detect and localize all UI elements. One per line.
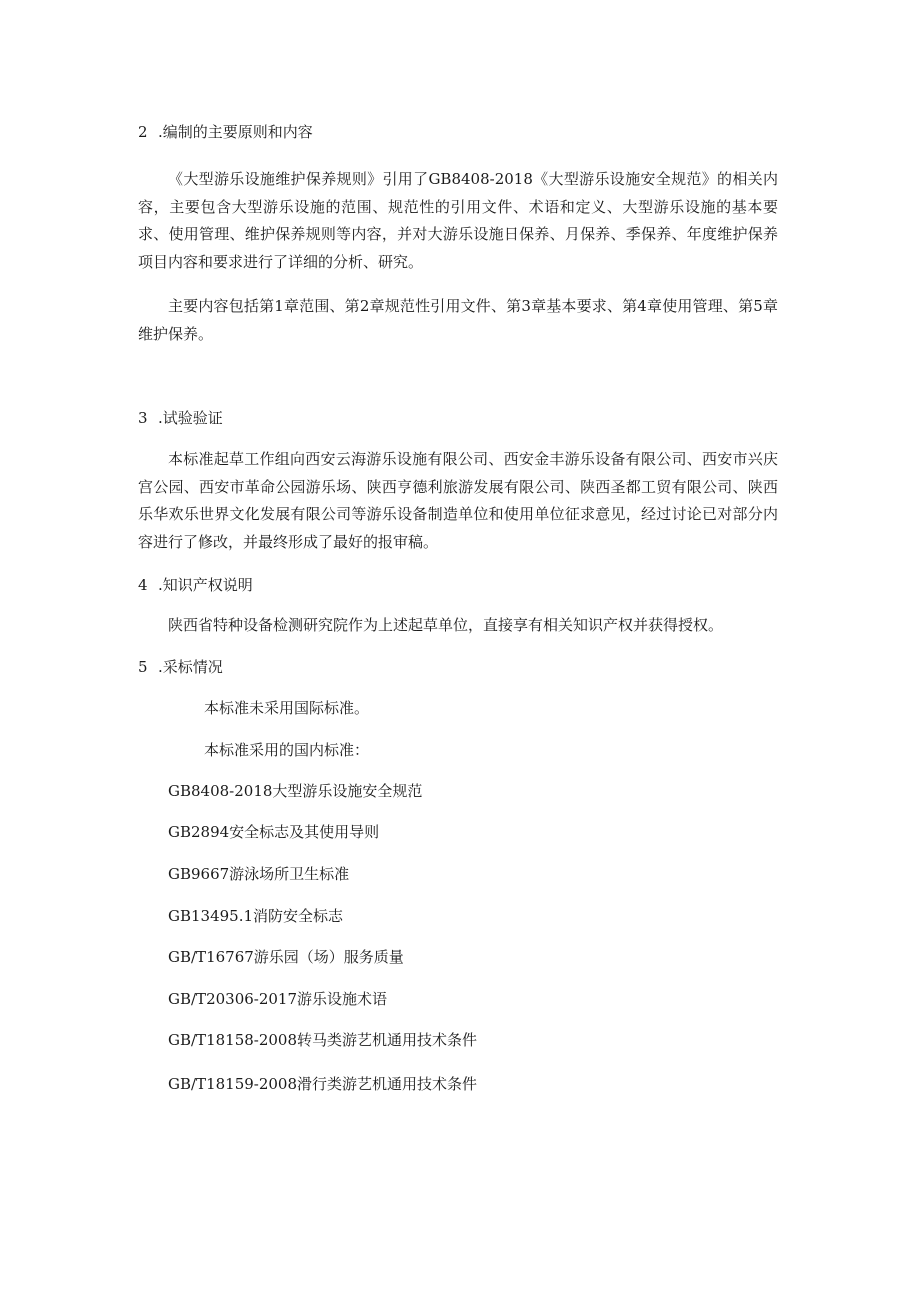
section-2-paragraph-2: 主要内容包括第1章范围、第2章规范性引用文件、第3章基本要求、第4章使用管理、第5章维护保养。	[138, 297, 778, 343]
section-2-paragraph-1: 《大型游乐设施维护保养规则》引用了GB8408-2018《大型游乐设施安全规范》的相关内容，主要包含大型游乐设施的范围、规范性的引用文件、术语和定义、大型游乐设施的基本要求、使用管理、维护保养规则等内容，并对大游乐设施日保养、月保养、季保养、年度维护保养项目内容和要求进行了详细的分析、研究。	[138, 170, 778, 271]
standard-item: GB8408-2018大型游乐设施安全规范	[168, 782, 423, 800]
standard-item: GB/T18158-2008转马类游艺机通用技术条件	[168, 1031, 478, 1049]
section-2-number: 2	[138, 123, 148, 141]
section-4-heading	[138, 575, 253, 595]
standard-item: GB/T20306-2017游乐设施术语	[168, 990, 388, 1008]
standard-item: GB/T16767游乐园（场）服务质量	[168, 948, 404, 966]
section-2-title: .编制的主要原则和内容	[158, 123, 313, 141]
standard-item: GB2894安全标志及其使用导则	[168, 823, 380, 841]
section-5-line-1: 本标准未采用国际标准。	[204, 699, 370, 717]
section-3-number: 3	[138, 409, 148, 427]
section-5-title: .采标情况	[158, 658, 223, 676]
standard-item: GB13495.1消防安全标志	[168, 907, 344, 925]
section-5-line-2: 本标准采用的国内标准：	[204, 741, 370, 759]
section-2-heading	[138, 122, 313, 142]
section-5-heading	[138, 657, 223, 677]
section-3-heading	[138, 408, 223, 428]
standard-item: GB/T18159-2008滑行类游艺机通用技术条件	[168, 1075, 478, 1093]
section-3-paragraph: 本标准起草工作组向西安云海游乐设施有限公司、西安金丰游乐设备有限公司、西安市兴庆宫公园、西安市革命公园游乐场、陕西亨德利旅游发展有限公司、陕西圣都工贸有限公司、陕西乐华欢乐世界文化发展有限公司等游乐设备制造单位和使用单位征求意见，经过讨论已对部分内容进行了修改，并最终形成了最好的报审稿。	[138, 450, 778, 551]
section-4-paragraph: 陕西省特种设备检测研究院作为上述起草单位，直接享有相关知识产权并获得授权。	[168, 616, 724, 634]
section-4-number: 4	[138, 576, 148, 594]
section-4-title: .知识产权说明	[158, 576, 253, 594]
standard-item: GB9667游泳场所卫生标准	[168, 865, 350, 883]
section-3-title: .试验验证	[158, 409, 223, 427]
section-5-number: 5	[138, 658, 148, 676]
